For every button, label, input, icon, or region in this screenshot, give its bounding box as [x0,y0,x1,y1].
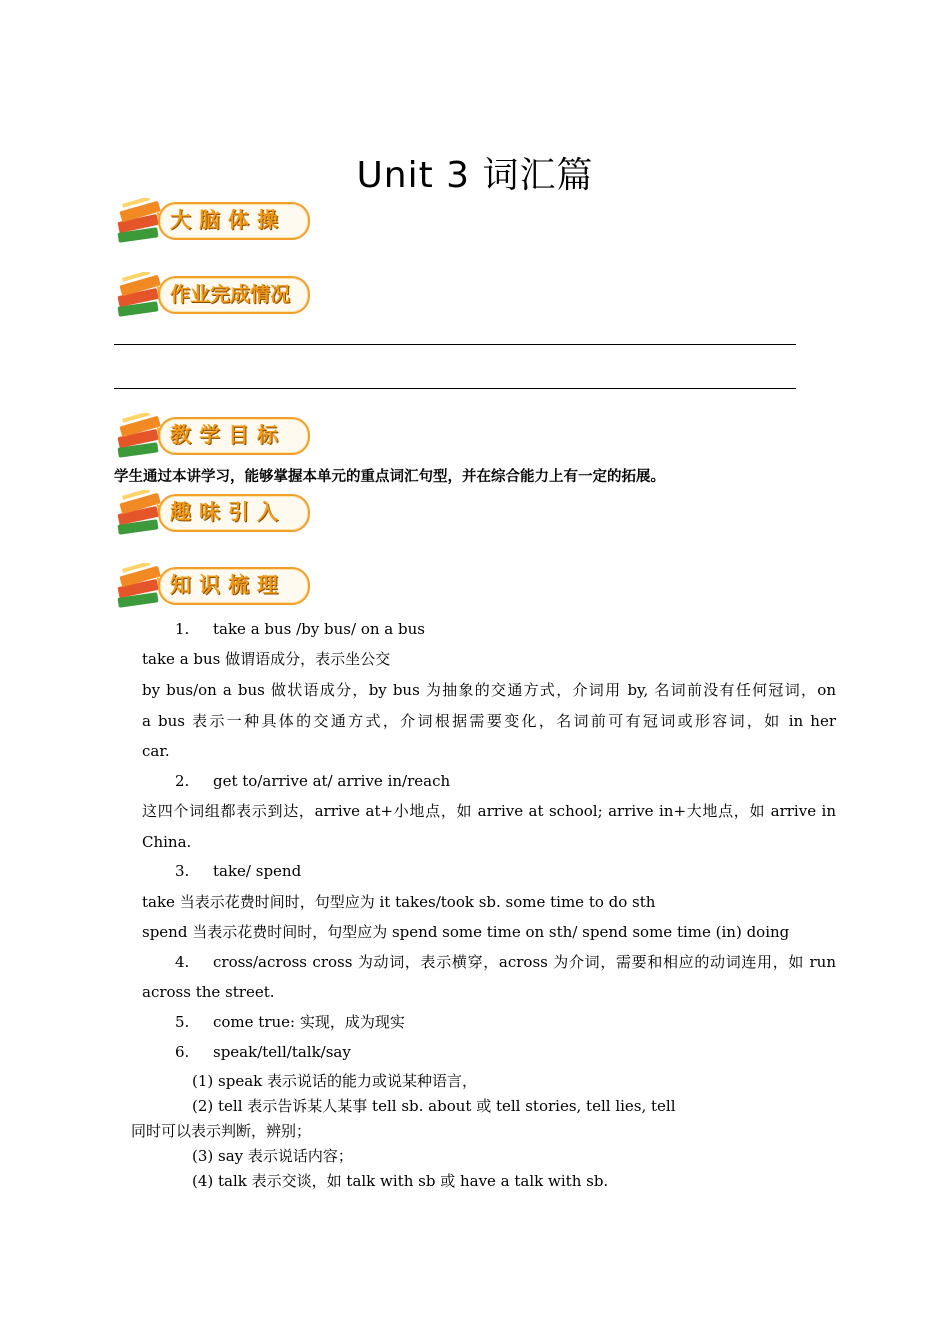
item-heading: take/ spend [213,862,302,880]
section-banner-knowledge [112,563,312,615]
banner-label: 趣味引入 [170,500,286,524]
sub-item: (3) say 表示说话内容； [192,1147,353,1165]
teaching-goal-text: 学生通过本讲学习，能够掌握本单元的重点词汇句型，并在综合能力上有一定的拓展。 [114,469,665,485]
section-banner-goals [112,413,312,465]
section-banner-homework [112,272,312,324]
item-line: by bus/on a bus 做状语成分，by bus 为抽象的交通方式，介词用 by, 名词前没有任何冠词，on [142,681,836,699]
item-heading: speak/tell/talk/say [213,1043,351,1061]
item-number: 2. [175,772,190,790]
section-banner-brain-exercise [112,198,312,250]
sub-item: (2) tell 表示告诉某人某事 tell sb. about 或 tell stories, tell lies, tell [192,1097,676,1115]
item-line: take 当表示花费时间时，句型应为 it takes/took sb. some time to do sth [142,893,656,911]
section-banner-intro [112,490,312,542]
item-heading: come true: 实现，成为现实 [213,1013,405,1031]
sub-item: 同时可以表示判断，辨别； [131,1122,312,1140]
item-line: China. [142,833,192,851]
sub-item: (1) speak 表示说话的能力或说某种语言， [192,1072,477,1090]
banner-label: 作业完成情况 [170,282,290,306]
page-title: Unit 3 词汇篇 [356,155,594,196]
item-line: car. [142,742,170,760]
item-line: take a bus 做谓语成分，表示坐公交 [142,650,391,668]
answer-line [114,388,796,389]
item-number: 4. [175,953,190,971]
item-heading: take a bus /by bus/ on a bus [213,620,425,638]
item-heading: get to/arrive at/ arrive in/reach [213,772,451,790]
item-line: spend 当表示花费时间时，句型应为 spend some time on sth/ spend some time (in) doing [142,923,790,941]
item-number: 3. [175,862,190,880]
item-line: across the street. [142,983,275,1001]
banner-label: 大脑体操 [170,208,286,232]
item-number: 6. [175,1043,190,1061]
sub-item: (4) talk 表示交谈，如 talk with sb 或 have a talk with sb. [192,1172,609,1190]
item-heading: cross/across cross 为动词，表示横穿，across 为介词，需要和相应的动词连用，如 run [213,953,836,971]
banner-label: 教学目标 [170,423,286,447]
answer-line [114,344,796,345]
item-number: 5. [175,1013,190,1031]
item-line: 这四个词组都表示到达，arrive at+小地点，如 arrive at school; arrive in+大地点，如 arrive in [142,802,836,820]
item-line: a bus 表示一种具体的交通方式，介词根据需要变化，名词前可有冠词或形容词，如 in her [142,712,836,730]
banner-label: 知识梳理 [170,573,286,597]
item-number: 1. [175,620,190,638]
